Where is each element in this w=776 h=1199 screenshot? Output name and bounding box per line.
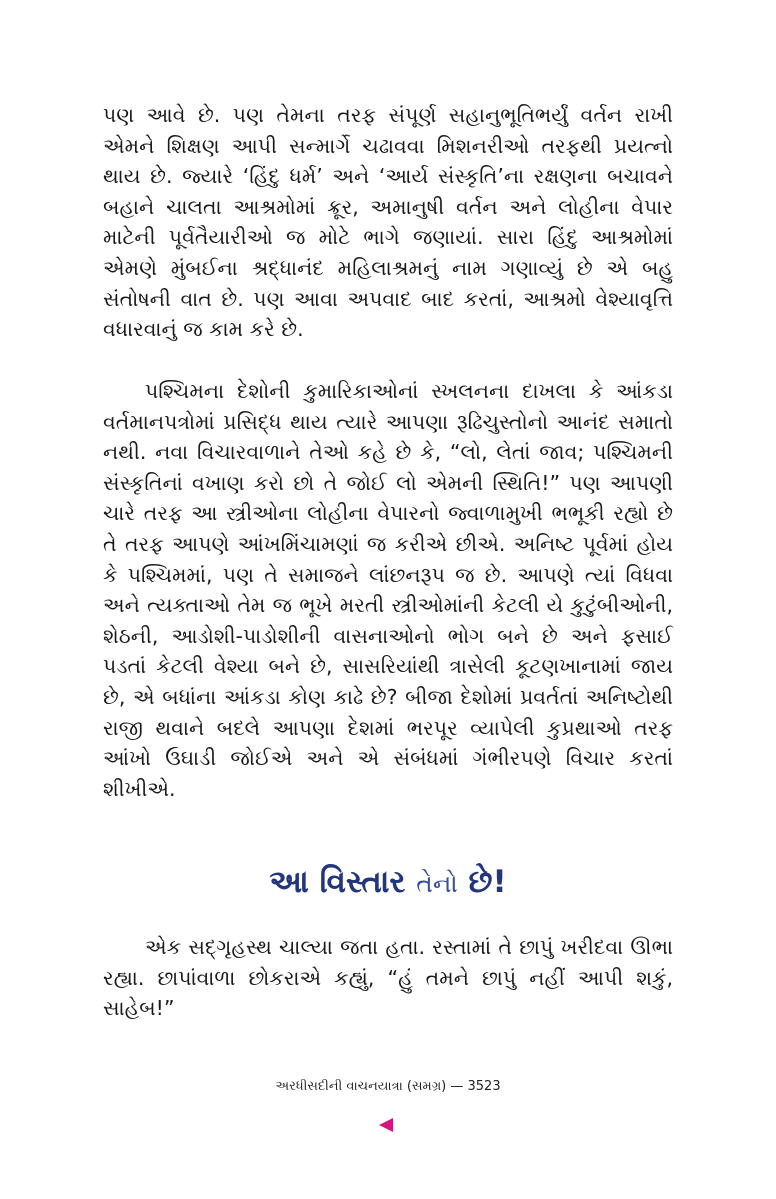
heading-part-1: આ વિસ્તાર: [269, 864, 406, 900]
body-paragraph-1: પણ આવે છે. પણ તેમના તરફ સંપૂર્ણ સહાનુભૂતિભર્યું વર્તન રાખી એમને શિક્ષણ આપી સન્માર્ગે ચઢાવવા મિશનરીઓ તરફથી પ્રયત્નો થાય છે. જ્યારે ‘હિંદુ ધર્મ’ અને ‘આર્ય સંસ્કૃતિ’ના રક્ષણના બચાવને બહાને ચાલતા આશ્રમોમાં ક્રૂર, અમાનુષી વર્તન અને લોહીના વેપાર માટેની પૂર્વતૈયારીઓ જ મોટે ભાગે જણાયાં. સારા હિંદુ આશ્રમોમાં એમણે મુંબઈના શ્રદ્ધાનંદ મહિલાશ્રમનું નામ ગણાવ્યું છે એ બહુ સંતોષની વાત છે. પણ આવા અપવાદ બાદ કરતાં, આશ્રમો વેશ્યાવૃત્તિ વધારવાનું જ કામ કરે છે.: [103, 103, 673, 342]
heading-part-2: તેનો: [416, 869, 458, 898]
body-paragraph-3: એક સદ્ગૃહસ્થ ચાલ્યા જતા હતા. રસ્તામાં તે છાપું ખરીદવા ઊભા રહ્યા. છાપાંવાળા છોકરાએ કહ્યું, “હું તમને છાપું નહીં આપી શકું, સાહેબ!”: [103, 935, 673, 1021]
section-heading: [0, 862, 776, 904]
previous-page-arrow-icon[interactable]: [379, 1118, 393, 1132]
heading-part-3: છે!: [468, 864, 507, 900]
page-footer: અરધીસદીની વાચનયાત્રા (સમગ્ર) — 3523: [275, 1079, 501, 1094]
body-paragraph-2: પશ્ચિમના દેશોની કુમારિકાઓનાં સ્ખલનના દાખલા કે આંકડા વર્તમાનપત્રોમાં પ્રસિદ્ધ થાય ત્યારે આપણા રૂઢિચુસ્તોનો આનંદ સમાતો નથી. નવા વિચારવાળાને તેઓ કહે છે કે, “લો, લેતાં જાવ; પશ્ચિમની સંસ્કૃતિનાં વખાણ કરો છો તે જોઈ લો એમની સ્થિતિ!” પણ આપણી ચારે તરફ આ સ્ત્રીઓના લોહીના વેપારનો જ્વાળામુખી ભભૂકી રહ્યો છે તે તરફ આપણે આંખમિંચામણાં જ કરીએ છીએ. અનિષ્ટ પૂર્વમાં હોય કે પશ્ચિમમાં, પણ તે સમાજને લાંછનરૂપ જ છે. આપણે ત્યાં વિધવા અને ત્યક્તાઓ તેમ જ ભૂખે મરતી સ્ત્રીઓમાંની કેટલી યે કુટુંબીઓની, શેઠની, આડોશી-પાડોશીની વાસનાઓનો ભોગ બને છે અને ફસાઈ પડતાં કેટલી વેશ્યા બને છે, સાસરિયાંથી ત્રાસેલી કૂટણખાનામાં જાય છે, એ બધાંના આંકડા કોણ કાઢે છે? બીજા દેશોમાં પ્રવર્તતાં અનિષ્ટોથી રાજી થવાને બદલે આપણા દેશમાં ભરપૂર વ્યાપેલી કુપ્રથાઓ તરફ આંખો ઉઘાડી જોઈએ અને એ સંબંધમાં ગંભીરપણે વિચાર કરતાં શીખીએ.: [103, 379, 673, 801]
